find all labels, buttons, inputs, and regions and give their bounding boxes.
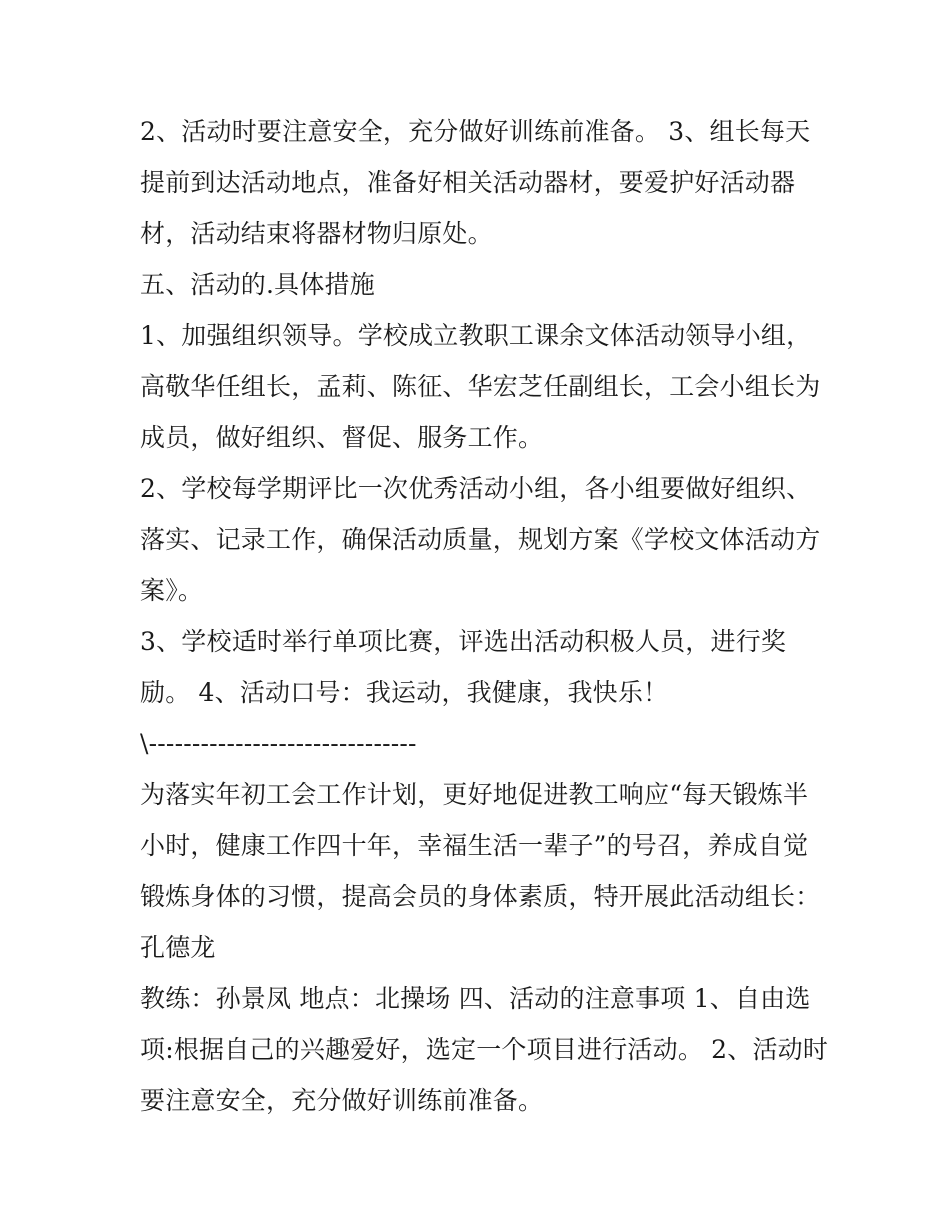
text-line-12: 励。 4、活动口号：我运动，我健康，我快乐！ — [140, 678, 669, 707]
text-line-14: 为落实年初工会工作计划，更好地促进教工响应“每天锻炼半 — [140, 780, 809, 809]
text-line-1: 2、活动时要注意安全，充分做好训练前准备。 3、组长每天 — [140, 117, 811, 146]
text-line-11: 3、学校适时举行单项比赛，评选出活动积极人员，进行奖 — [140, 627, 787, 656]
text-line-3: 材，活动结束将器材物归原处。 — [140, 219, 493, 248]
separator-line: \------------------------------- — [140, 729, 417, 758]
text-line-19: 项:根据自己的兴趣爱好，选定一个项目进行活动。 2、活动时 — [140, 1035, 829, 1064]
text-line-7: 成员，做好组织、督促、服务工作。 — [140, 423, 544, 452]
text-line-18: 教练：孙景凤 地点：北操场 四、活动的注意事项 1、自由选 — [140, 984, 811, 1013]
text-line-2: 提前到达活动地点，准备好相关活动器材，要爱护好活动器 — [140, 168, 796, 197]
text-line-20: 要注意安全，充分做好训练前准备。 — [140, 1086, 544, 1115]
text-line-10: 案》。 — [140, 576, 204, 605]
text-line-5: 1、加强组织领导。学校成立教职工课余文体活动领导小组， — [140, 321, 812, 350]
document-page — [140, 106, 829, 1126]
section-heading: 五、活动的.具体措施 — [140, 270, 375, 299]
text-line-6: 高敬华任组长，孟莉、陈征、华宏芝任副组长，工会小组长为 — [140, 372, 821, 401]
text-line-8: 2、学校每学期评比一次优秀活动小组，各小组要做好组织、 — [140, 474, 812, 503]
text-line-17: 孔德龙 — [140, 933, 216, 962]
text-line-15: 小时，健康工作四十年，幸福生活一辈子”的号召，养成自觉 — [140, 831, 809, 860]
text-line-16: 锻炼身体的习惯，提高会员的身体素质，特开展此活动组长： — [140, 882, 821, 911]
text-line-9: 落实、记录工作，确保活动质量，规划方案《学校文体活动方 — [140, 525, 821, 554]
